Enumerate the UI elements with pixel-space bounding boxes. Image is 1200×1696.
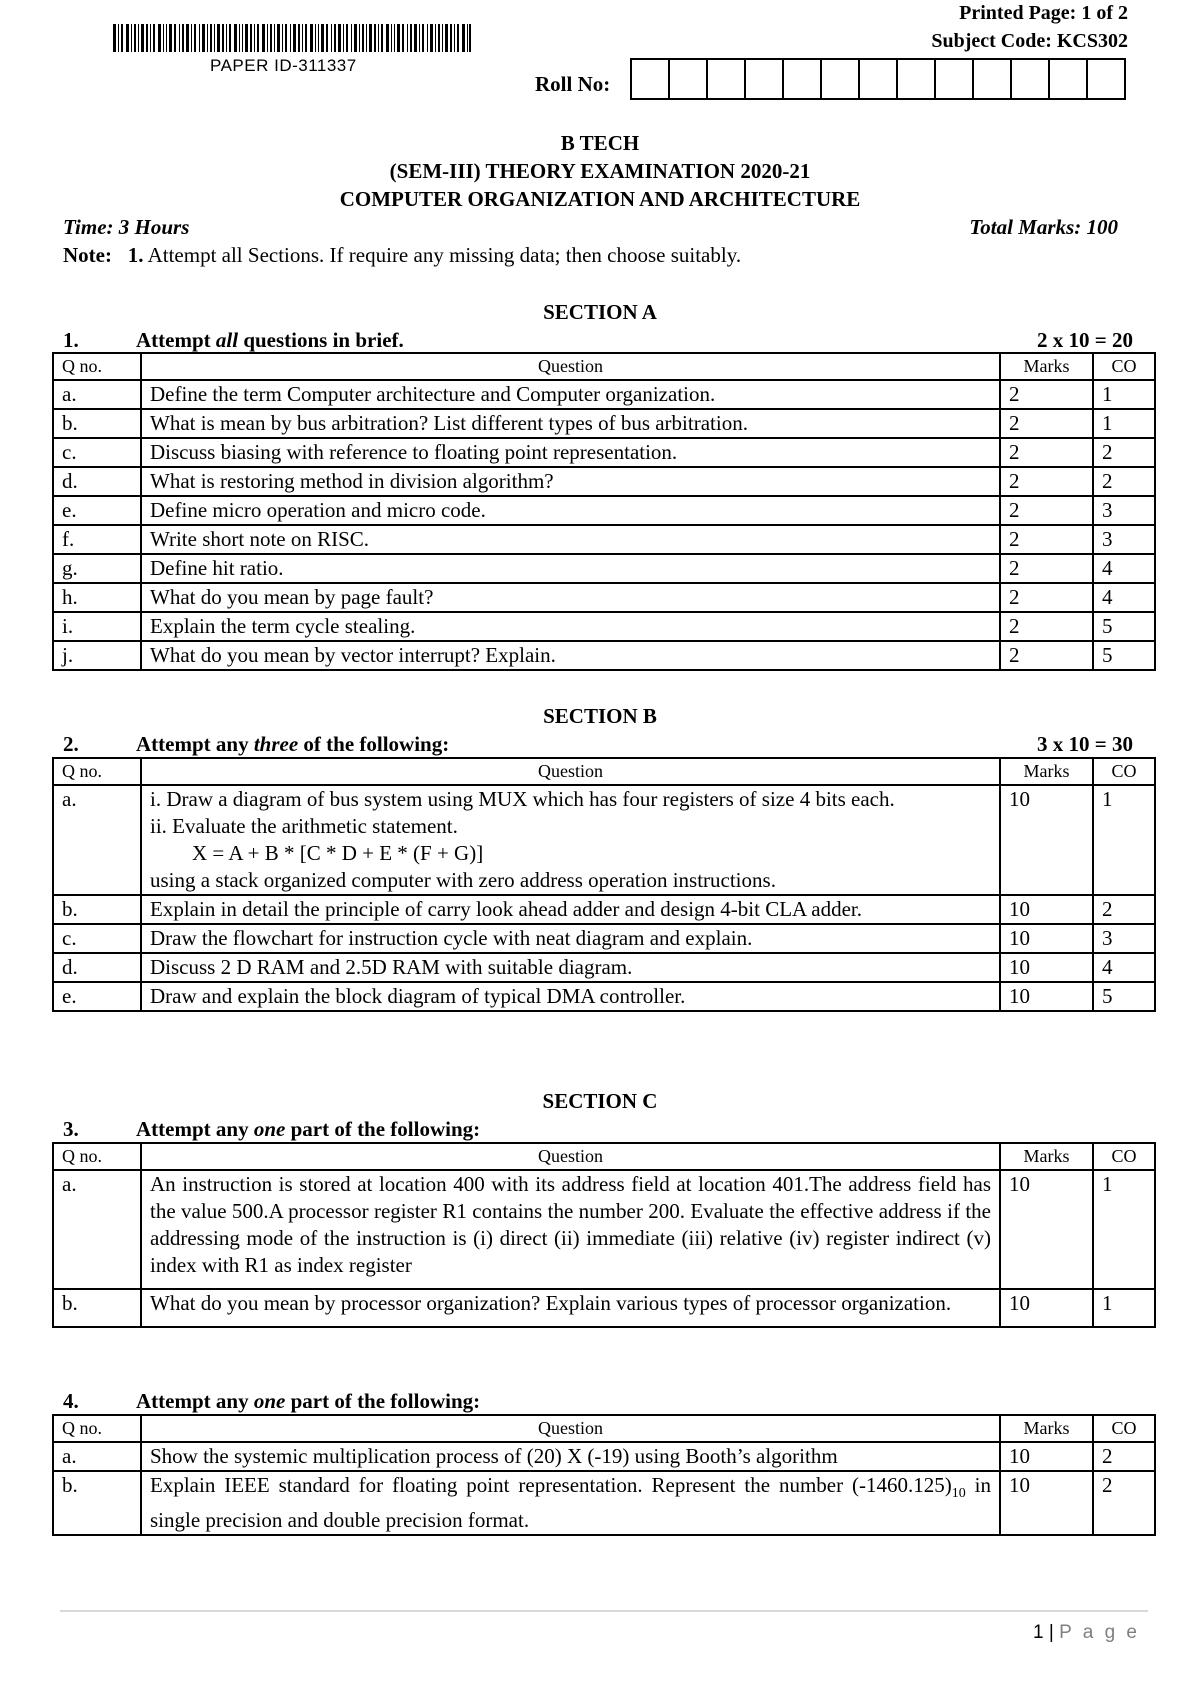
roll-box [974, 60, 1012, 98]
footer-separator: | [1048, 1622, 1054, 1643]
row-qno: a. [53, 380, 141, 409]
section-b-instruction [63, 732, 1133, 758]
header-question: Question [141, 1143, 1000, 1170]
row-qno: c. [53, 438, 141, 467]
section-marks: 3 x 10 = 30 [1037, 732, 1133, 756]
row-marks: 10 [1000, 785, 1093, 895]
printed-page: Printed Page: 1 of 2 [959, 2, 1128, 24]
total-marks: Total Marks: 100 [969, 215, 1118, 239]
instruction-text: Attempt all questions in brief. [136, 328, 404, 352]
table-row [53, 641, 1155, 670]
header-co: CO [1093, 1143, 1155, 1170]
row-qno: a. [53, 785, 141, 895]
row-question: Draw and explain the block diagram of typical DMA controller. [141, 982, 1000, 1011]
table-row [53, 380, 1155, 409]
row-marks: 10 [1000, 924, 1093, 953]
question-line: X = A + B * [C * D + E * (F + G)] [192, 841, 484, 865]
row-question: An instruction is stored at location 400 with its address field at location 401.The address field has the value 500.A processor register R1 contains the number 200. Evaluate the effective address if the addressing mode of the instruction is (i) direct (ii) immediate (iii) relative (iv) register indirect (v) index with R1 as index register [141, 1170, 1000, 1289]
table-row [53, 583, 1155, 612]
row-qno: i. [53, 612, 141, 641]
header-co: CO [1093, 758, 1155, 785]
note-label: Note: [63, 243, 112, 267]
row-question: Show the systemic multiplication process of (20) X (-19) using Booth’s algorithm [141, 1442, 1000, 1471]
roll-no-label: Roll No: [535, 72, 611, 96]
row-co: 1 [1093, 785, 1155, 895]
row-co: 4 [1093, 554, 1155, 583]
row-co: 3 [1093, 496, 1155, 525]
row-question [141, 785, 1000, 895]
row-question: Discuss biasing with reference to floating point representation. [141, 438, 1000, 467]
header-qno: Q no. [53, 353, 141, 380]
header-question: Question [141, 1415, 1000, 1442]
roll-box [1088, 60, 1124, 98]
section-a-rows [53, 380, 1155, 670]
row-co: 1 [1093, 380, 1155, 409]
question-3-rows [53, 1170, 1155, 1327]
row-marks: 2 [1000, 438, 1093, 467]
section-a-table [52, 352, 1156, 671]
question-line: i. Draw a diagram of bus system using MUX which has four registers of size 4 bits each. [150, 787, 895, 811]
instruction-text: Attempt any one part of the following: [136, 1117, 481, 1141]
row-qno: b. [53, 1289, 141, 1327]
row-marks: 2 [1000, 496, 1093, 525]
row-co: 5 [1093, 982, 1155, 1011]
row-qno: j. [53, 641, 141, 670]
question-number: 4. [63, 1389, 79, 1413]
row-qno: d. [53, 467, 141, 496]
row-marks: 2 [1000, 554, 1093, 583]
table-row [53, 438, 1155, 467]
header-qno: Q no. [53, 758, 141, 785]
header-marks: Marks [1000, 1143, 1093, 1170]
row-co: 4 [1093, 583, 1155, 612]
row-question: Define hit ratio. [141, 554, 1000, 583]
row-marks: 10 [1000, 1170, 1093, 1289]
exam-title: (SEM-III) THEORY EXAMINATION 2020-21 [389, 159, 811, 183]
roll-box [822, 60, 860, 98]
row-question: What do you mean by vector interrupt? Explain. [141, 641, 1000, 670]
page-number: 1 [1033, 1622, 1044, 1643]
table-row [53, 982, 1155, 1011]
section-c-title: SECTION C [542, 1089, 658, 1113]
table-row [53, 496, 1155, 525]
exam-note [63, 243, 741, 268]
question-number: 3. [63, 1117, 79, 1141]
row-question: What is restoring method in division algorithm? [141, 467, 1000, 496]
table-row [53, 612, 1155, 641]
row-question: What is mean by bus arbitration? List different types of bus arbitration. [141, 409, 1000, 438]
row-question: What do you mean by processor organization? Explain various types of processor organization. [141, 1289, 1000, 1327]
row-co: 2 [1093, 1442, 1155, 1471]
row-marks: 10 [1000, 1442, 1093, 1471]
roll-box [746, 60, 784, 98]
row-qno: a. [53, 1442, 141, 1471]
table-row [53, 953, 1155, 982]
row-qno: g. [53, 554, 141, 583]
roll-no-boxes [630, 58, 1126, 100]
header-co: CO [1093, 353, 1155, 380]
question-line: ii. Evaluate the arithmetic statement. [150, 814, 458, 838]
roll-box [670, 60, 708, 98]
question-4-instruction [63, 1389, 1133, 1415]
table-row [53, 1471, 1155, 1535]
row-question: Define the term Computer architecture and Computer organization. [141, 380, 1000, 409]
table-row [53, 785, 1155, 895]
row-qno: c. [53, 924, 141, 953]
program-title: B TECH [560, 131, 640, 155]
instruction-text: Attempt any one part of the following: [136, 1389, 481, 1413]
header-question: Question [141, 353, 1000, 380]
roll-box [708, 60, 746, 98]
table-row [53, 525, 1155, 554]
table-header-row [53, 1415, 1155, 1442]
table-row [53, 924, 1155, 953]
section-a-title: SECTION A [543, 300, 657, 324]
section-a-instruction [63, 328, 1133, 354]
row-marks: 2 [1000, 380, 1093, 409]
question-number: 2. [63, 732, 79, 756]
header-question: Question [141, 758, 1000, 785]
table-row [53, 1289, 1155, 1327]
roll-box [936, 60, 974, 98]
section-b-table [52, 757, 1156, 1012]
row-question: Write short note on RISC. [141, 525, 1000, 554]
row-co: 3 [1093, 924, 1155, 953]
row-question: Discuss 2 D RAM and 2.5D RAM with suitable diagram. [141, 953, 1000, 982]
question-line: using a stack organized computer with zero address operation instructions. [150, 868, 776, 892]
note-number: 1. [127, 243, 144, 267]
header-marks: Marks [1000, 353, 1093, 380]
subscript: 10 [951, 1486, 966, 1502]
row-co: 1 [1093, 1289, 1155, 1327]
subject-title: COMPUTER ORGANIZATION AND ARCHITECTURE [339, 187, 861, 211]
row-qno: b. [53, 895, 141, 924]
row-marks: 2 [1000, 641, 1093, 670]
row-marks: 10 [1000, 895, 1093, 924]
row-co: 2 [1093, 895, 1155, 924]
table-row [53, 467, 1155, 496]
roll-box [860, 60, 898, 98]
header-marks: Marks [1000, 1415, 1093, 1442]
row-marks: 2 [1000, 467, 1093, 496]
row-co: 2 [1093, 1471, 1155, 1535]
roll-box [1050, 60, 1088, 98]
row-qno: f. [53, 525, 141, 554]
row-question: Explain the term cycle stealing. [141, 612, 1000, 641]
roll-box [632, 60, 670, 98]
exam-time: Time: 3 Hours [63, 215, 190, 239]
page-word: P a g e [1059, 1622, 1140, 1643]
row-question: Explain IEEE standard for floating point representation. Represent the number $(-1460.125)_{10}$ in single precision and double precision format. [141, 1471, 1000, 1535]
row-co: 2 [1093, 438, 1155, 467]
row-question: Explain in detail the principle of carry look ahead adder and design 4-bit CLA adder. [141, 895, 1000, 924]
table-row [53, 895, 1155, 924]
row-marks: 2 [1000, 612, 1093, 641]
roll-box [784, 60, 822, 98]
footer-divider [60, 1610, 1148, 1612]
question-4-table [52, 1414, 1156, 1536]
row-co: 2 [1093, 467, 1155, 496]
section-b-rows [53, 895, 1155, 1011]
table-row [53, 554, 1155, 583]
row-marks: 2 [1000, 583, 1093, 612]
row-marks: 10 [1000, 1471, 1093, 1535]
row-marks: 2 [1000, 525, 1093, 554]
row-question: Define micro operation and micro code. [141, 496, 1000, 525]
table-header-row [53, 1143, 1155, 1170]
row-qno: h. [53, 583, 141, 612]
row-qno: d. [53, 953, 141, 982]
row-qno: e. [53, 982, 141, 1011]
row-qno: b. [53, 409, 141, 438]
row-qno: a. [53, 1170, 141, 1289]
section-marks: 2 x 10 = 20 [1037, 328, 1133, 352]
table-header-row [53, 353, 1155, 380]
table-row [53, 1442, 1155, 1471]
row-question: Draw the flowchart for instruction cycle with neat diagram and explain. [141, 924, 1000, 953]
row-co: 4 [1093, 953, 1155, 982]
roll-box [898, 60, 936, 98]
header-qno: Q no. [53, 1415, 141, 1442]
row-co: 5 [1093, 612, 1155, 641]
table-row [53, 409, 1155, 438]
row-question: What do you mean by page fault? [141, 583, 1000, 612]
row-co: 5 [1093, 641, 1155, 670]
barcode [113, 24, 471, 52]
row-marks: 2 [1000, 409, 1093, 438]
row-qno: e. [53, 496, 141, 525]
row-co: 1 [1093, 409, 1155, 438]
question-number: 1. [63, 328, 79, 352]
question-3-table [52, 1142, 1156, 1328]
note-text: Attempt all Sections. If require any missing data; then choose suitably. [147, 243, 742, 267]
header-co: CO [1093, 1415, 1155, 1442]
page-footer [1033, 1622, 1140, 1644]
row-co: 3 [1093, 525, 1155, 554]
table-row [53, 1170, 1155, 1289]
row-co: 1 [1093, 1170, 1155, 1289]
header-marks: Marks [1000, 758, 1093, 785]
question-3-instruction [63, 1117, 1133, 1143]
header-qno: Q no. [53, 1143, 141, 1170]
table-header-row [53, 758, 1155, 785]
row-marks: 10 [1000, 982, 1093, 1011]
section-b-title: SECTION B [543, 704, 657, 728]
paper-id: PAPER ID-311337 [210, 56, 357, 75]
instruction-text: Attempt any three of the following: [136, 732, 450, 756]
row-qno: b. [53, 1471, 141, 1535]
subject-code: Subject Code: KCS302 [931, 30, 1128, 52]
row-marks: 10 [1000, 1289, 1093, 1327]
row-marks: 10 [1000, 953, 1093, 982]
roll-box [1012, 60, 1050, 98]
